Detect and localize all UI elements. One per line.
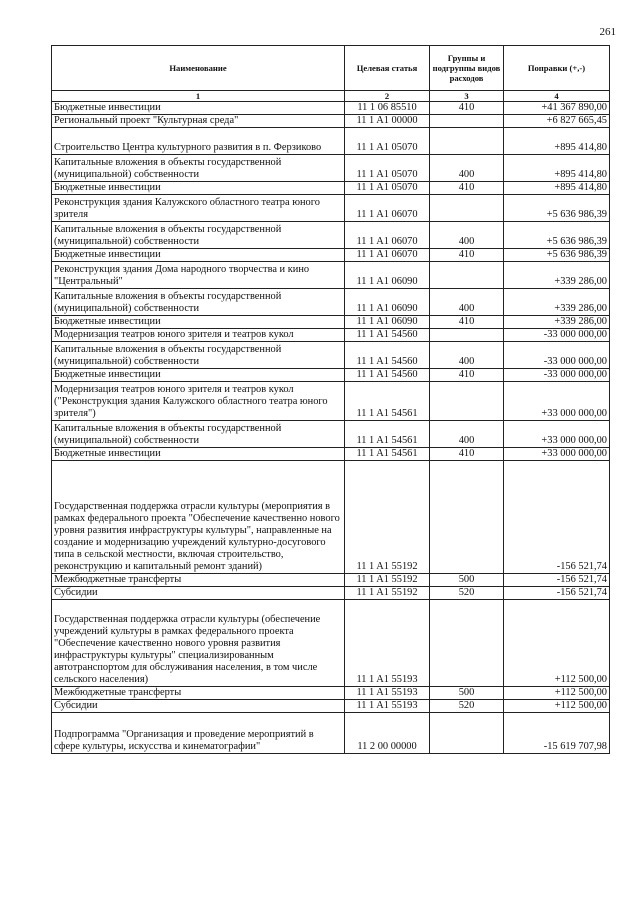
row-amount-cell: +33 000 000,00 — [504, 421, 610, 448]
row-group-cell: 410 — [430, 102, 504, 115]
row-code-cell: 11 1 A1 06070 — [345, 222, 430, 249]
row-name-cell: Реконструкция здания Калужского областного театра юного зрителя — [52, 195, 345, 222]
header-name: Наименование — [52, 46, 345, 91]
row-name-cell: Бюджетные инвестиции — [52, 102, 345, 115]
row-group-cell: 400 — [430, 342, 504, 369]
table-row — [52, 182, 610, 195]
row-amount-cell: -33 000 000,00 — [504, 342, 610, 369]
row-group-cell: 410 — [430, 316, 504, 329]
table-row — [52, 687, 610, 700]
row-amount-cell: -156 521,74 — [504, 461, 610, 574]
table-row — [52, 329, 610, 342]
row-amount-cell: -156 521,74 — [504, 587, 610, 600]
row-name-cell: Реконструкция здания Дома народного творчества и кино "Центральный" — [52, 262, 345, 289]
row-name-cell: Капитальные вложения в объекты государственной (муниципальной) собственности — [52, 155, 345, 182]
row-code-cell: 11 1 A1 06090 — [345, 289, 430, 316]
table-row — [52, 222, 610, 249]
row-amount-cell: +895 414,80 — [504, 128, 610, 155]
table-row — [52, 155, 610, 182]
row-code-cell: 11 1 A1 54560 — [345, 369, 430, 382]
row-group-cell: 410 — [430, 249, 504, 262]
row-group-cell: 500 — [430, 574, 504, 587]
table-row — [52, 421, 610, 448]
row-amount-cell: +41 367 890,00 — [504, 102, 610, 115]
row-amount-cell: +112 500,00 — [504, 700, 610, 713]
row-group-cell — [430, 195, 504, 222]
column-number: 1 — [52, 91, 345, 102]
header-group: Группы и подгруппы видов расходов — [430, 46, 504, 91]
row-code-cell: 11 1 A1 06090 — [345, 316, 430, 329]
row-group-cell — [430, 128, 504, 155]
row-name-cell: Бюджетные инвестиции — [52, 448, 345, 461]
table-row — [52, 195, 610, 222]
row-name-cell: Модернизация театров юного зрителя и театров кукол — [52, 329, 345, 342]
row-amount-cell: +5 636 986,39 — [504, 195, 610, 222]
row-name-cell: Государственная поддержка отрасли культуры (мероприятия в рамках федерального проекта "Обеспечение качественно нового уровня развития инфраструктуры культуры", направленные на создание и модернизацию учреждений культурно-досугового типа в сельской местности, включая строительство, реконструкцию и капитальный ремонт зданий) — [52, 461, 345, 574]
column-number-row — [52, 91, 610, 102]
row-amount-cell: +33 000 000,00 — [504, 382, 610, 421]
row-amount-cell: +5 636 986,39 — [504, 222, 610, 249]
row-name-cell: Субсидии — [52, 587, 345, 600]
row-code-cell: 11 1 A1 00000 — [345, 115, 430, 128]
table-row — [52, 115, 610, 128]
row-group-cell: 410 — [430, 448, 504, 461]
row-name-cell: Модернизация театров юного зрителя и театров кукол ("Реконструкция здания Калужского областного театра юного зрителя") — [52, 382, 345, 421]
row-amount-cell: +33 000 000,00 — [504, 448, 610, 461]
row-group-cell — [430, 600, 504, 687]
row-code-cell: 11 1 A1 05070 — [345, 182, 430, 195]
row-amount-cell: -33 000 000,00 — [504, 329, 610, 342]
row-group-cell: 410 — [430, 369, 504, 382]
row-group-cell: 400 — [430, 155, 504, 182]
header-amount: Поправки (+,-) — [504, 46, 610, 91]
row-amount-cell: +339 286,00 — [504, 289, 610, 316]
row-amount-cell: +895 414,80 — [504, 155, 610, 182]
row-code-cell: 11 1 06 85510 — [345, 102, 430, 115]
row-code-cell: 11 1 A1 55193 — [345, 687, 430, 700]
row-group-cell: 400 — [430, 421, 504, 448]
page-number: 261 — [599, 26, 616, 38]
row-code-cell: 11 1 A1 05070 — [345, 155, 430, 182]
row-name-cell: Капитальные вложения в объекты государственной (муниципальной) собственности — [52, 289, 345, 316]
row-amount-cell: +895 414,80 — [504, 182, 610, 195]
row-amount-cell: +6 827 665,45 — [504, 115, 610, 128]
row-amount-cell: +112 500,00 — [504, 600, 610, 687]
row-code-cell: 11 1 A1 05070 — [345, 128, 430, 155]
table-row — [52, 249, 610, 262]
table-row — [52, 289, 610, 316]
table-header-row — [52, 46, 610, 91]
row-group-cell — [430, 461, 504, 574]
table-row — [52, 369, 610, 382]
row-code-cell: 11 1 A1 06090 — [345, 262, 430, 289]
row-group-cell: 520 — [430, 587, 504, 600]
row-amount-cell: -156 521,74 — [504, 574, 610, 587]
table-body — [52, 102, 610, 754]
table-row — [52, 128, 610, 155]
row-name-cell: Капитальные вложения в объекты государственной (муниципальной) собственности — [52, 222, 345, 249]
row-name-cell: Капитальные вложения в объекты государственной (муниципальной) собственности — [52, 421, 345, 448]
row-group-cell — [430, 713, 504, 754]
row-code-cell: 11 1 A1 54561 — [345, 448, 430, 461]
row-group-cell — [430, 115, 504, 128]
row-code-cell: 11 1 A1 54561 — [345, 382, 430, 421]
row-name-cell: Государственная поддержка отрасли культуры (обеспечение учреждений культуры в рамках федерального проекта "Обеспечение качественно нового уровня развития инфраструктуры культуры" специализированным автотранспортом для обслуживания населения, в том числе сельского населения) — [52, 600, 345, 687]
row-group-cell: 500 — [430, 687, 504, 700]
row-name-cell: Межбюджетные трансферты — [52, 687, 345, 700]
row-group-cell: 410 — [430, 182, 504, 195]
row-amount-cell: +339 286,00 — [504, 316, 610, 329]
row-code-cell: 11 1 A1 55192 — [345, 461, 430, 574]
row-amount-cell: +5 636 986,39 — [504, 249, 610, 262]
table-row — [52, 587, 610, 600]
row-group-cell: 520 — [430, 700, 504, 713]
table-row — [52, 342, 610, 369]
row-code-cell: 11 1 A1 06070 — [345, 249, 430, 262]
table-row — [52, 316, 610, 329]
header-code: Целевая статья — [345, 46, 430, 91]
row-group-cell: 400 — [430, 222, 504, 249]
row-name-cell: Региональный проект "Культурная среда" — [52, 115, 345, 128]
row-code-cell: 11 1 A1 55193 — [345, 600, 430, 687]
table-row — [52, 574, 610, 587]
row-name-cell: Бюджетные инвестиции — [52, 369, 345, 382]
row-name-cell: Субсидии — [52, 700, 345, 713]
table-row — [52, 382, 610, 421]
row-code-cell: 11 1 A1 54561 — [345, 421, 430, 448]
row-group-cell — [430, 262, 504, 289]
row-amount-cell: -33 000 000,00 — [504, 369, 610, 382]
row-code-cell: 11 2 00 00000 — [345, 713, 430, 754]
row-code-cell: 11 1 A1 55193 — [345, 700, 430, 713]
row-amount-cell: -15 619 707,98 — [504, 713, 610, 754]
row-code-cell: 11 1 A1 06070 — [345, 195, 430, 222]
table-row — [52, 600, 610, 687]
table-row — [52, 713, 610, 754]
row-code-cell: 11 1 A1 55192 — [345, 587, 430, 600]
row-name-cell: Бюджетные инвестиции — [52, 249, 345, 262]
row-name-cell: Подпрограмма "Организация и проведение мероприятий в сфере культуры, искусства и кинематографии" — [52, 713, 345, 754]
table-row — [52, 461, 610, 574]
row-name-cell: Межбюджетные трансферты — [52, 574, 345, 587]
table-row — [52, 102, 610, 115]
table-row — [52, 448, 610, 461]
row-code-cell: 11 1 A1 54560 — [345, 329, 430, 342]
column-number: 4 — [504, 91, 610, 102]
row-name-cell: Бюджетные инвестиции — [52, 316, 345, 329]
column-number: 2 — [345, 91, 430, 102]
row-code-cell: 11 1 A1 55192 — [345, 574, 430, 587]
row-amount-cell: +112 500,00 — [504, 687, 610, 700]
row-name-cell: Строительство Центра культурного развития в п. Ферзиково — [52, 128, 345, 155]
budget-amendments-table — [51, 45, 610, 754]
row-group-cell — [430, 382, 504, 421]
row-group-cell: 400 — [430, 289, 504, 316]
row-code-cell: 11 1 A1 54560 — [345, 342, 430, 369]
row-group-cell — [430, 329, 504, 342]
row-name-cell: Капитальные вложения в объекты государственной (муниципальной) собственности — [52, 342, 345, 369]
table-row — [52, 262, 610, 289]
row-amount-cell: +339 286,00 — [504, 262, 610, 289]
table-row — [52, 700, 610, 713]
row-name-cell: Бюджетные инвестиции — [52, 182, 345, 195]
column-number: 3 — [430, 91, 504, 102]
